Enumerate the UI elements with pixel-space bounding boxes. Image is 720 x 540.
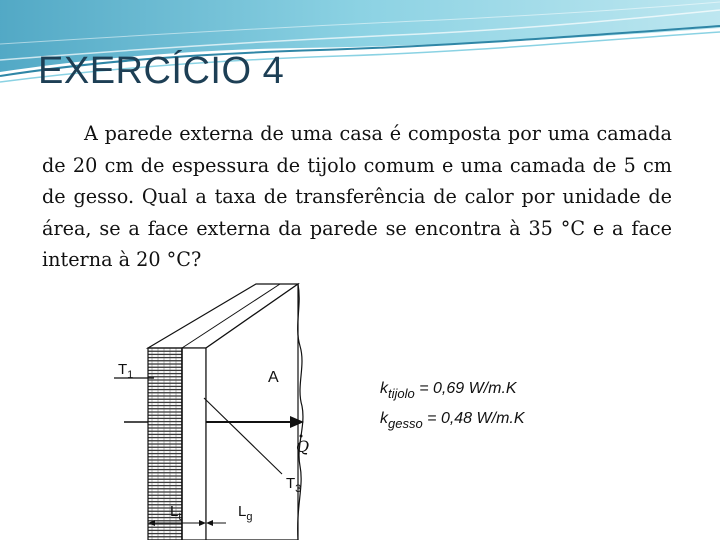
k-gesso-subscript: gesso [388,416,423,431]
label-lg: $L_g$ [238,503,253,523]
slide-title: EXERCÍCIO 4 [38,50,285,92]
label-t1: $T_1$ [118,361,134,381]
gypsum-layer [182,348,206,540]
label-area: A [268,369,279,386]
label-t3: $T_3$ [286,475,302,495]
k-tijolo-line [380,380,517,401]
k-tijolo-symbol: k [380,380,388,397]
k-tijolo-value: = 0,69 W/m.K [414,380,517,397]
k-gesso-line [380,410,525,431]
wall-diagram [108,276,338,540]
k-tijolo-subscript: tijolo [388,386,415,401]
label-lt: $L_t$ [170,503,182,523]
k-gesso-symbol: k [380,410,388,427]
label-q: Q [296,437,310,456]
k-gesso-value: = 0,48 W/m.K [422,410,525,427]
question-text: A parede externa de uma casa é composta por uma camada de 20 cm de espessura de tijolo comum e uma camada de 5 cm de gesso. Qual a taxa de transferência de calor por unidade de área, se a face externa da parede se encontra à 35 °C e a face interna à 20 °C? [42,122,672,271]
thermal-conductivity-box [378,378,554,438]
